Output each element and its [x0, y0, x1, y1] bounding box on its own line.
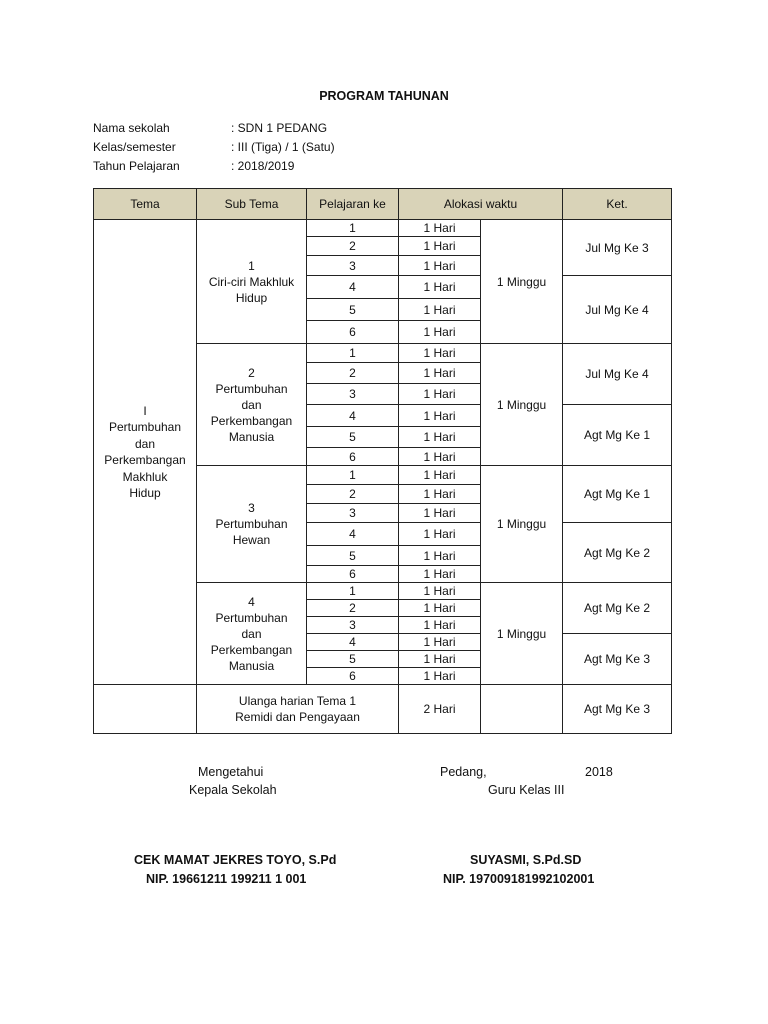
- document-title: PROGRAM TAHUNAN: [319, 89, 449, 103]
- ket-cell: Jul Mg Ke 4: [563, 344, 672, 405]
- final-week-empty: [481, 685, 563, 734]
- tema-continuation-cell: [94, 685, 197, 734]
- lesson-number: 3: [307, 384, 399, 405]
- info-year: [93, 159, 393, 175]
- day-allocation: 1 Hari: [399, 634, 481, 651]
- lesson-number: 5: [307, 299, 399, 321]
- ket-cell: Agt Mg Ke 2: [563, 523, 672, 583]
- day-allocation: 1 Hari: [399, 566, 481, 583]
- lesson-number: 3: [307, 256, 399, 276]
- sub-tema-line: 4: [248, 594, 255, 609]
- info-value: : 2018/2019: [231, 159, 295, 173]
- tema-line: Perkembangan: [104, 453, 186, 467]
- day-allocation: 1 Hari: [399, 583, 481, 600]
- sign-left-line2: Kepala Sekolah: [189, 783, 277, 797]
- sub-tema-line: Ciri-ciri Makhluk: [208, 274, 295, 289]
- lesson-number: 3: [307, 504, 399, 523]
- day-allocation: 1 Hari: [399, 466, 481, 485]
- sub-tema-line: 3: [248, 501, 255, 515]
- info-value: : III (Tiga) / 1 (Satu): [231, 140, 335, 154]
- info-label: Tahun Pelajaran: [93, 159, 180, 173]
- day-allocation: 1 Hari: [399, 485, 481, 504]
- sub-tema-line: 1: [248, 258, 255, 273]
- sub-tema-line: Hidup: [235, 290, 268, 305]
- ket-cell: Jul Mg Ke 3: [563, 220, 672, 276]
- sign-left-nip: NIP. 19661211 199211 1 001: [146, 872, 307, 886]
- week-allocation: 1 Minggu: [481, 583, 563, 685]
- header-tema: Tema: [94, 189, 197, 220]
- sign-right-place: Pedang,: [440, 765, 487, 779]
- lesson-number: 1: [307, 466, 399, 485]
- ket-cell: Jul Mg Ke 4: [563, 276, 672, 344]
- ket-cell: Agt Mg Ke 1: [563, 405, 672, 466]
- sign-left-name: CEK MAMAT JEKRES TOYO, S.Pd: [134, 853, 337, 867]
- table-row: [94, 220, 672, 237]
- table-header-row: [94, 189, 672, 220]
- lesson-number: 2: [307, 600, 399, 617]
- sub-tema-line: Pertumbuhan: [215, 610, 288, 625]
- day-allocation: 1 Hari: [399, 504, 481, 523]
- info-label: Nama sekolah: [93, 121, 170, 135]
- sign-right-year: 2018: [585, 765, 613, 779]
- sub-tema-line: Pertumbuhan: [215, 517, 288, 531]
- day-allocation: 1 Hari: [399, 299, 481, 321]
- tema-line: Pertumbuhan: [108, 420, 182, 434]
- day-allocation: 1 Hari: [399, 256, 481, 276]
- lesson-number: 2: [307, 363, 399, 384]
- sign-left-line1: Mengetahui: [198, 765, 264, 779]
- ket-cell: Agt Mg Ke 3: [563, 634, 672, 685]
- header-ket: Ket.: [563, 189, 672, 220]
- day-allocation: 1 Hari: [399, 363, 481, 384]
- day-allocation: 1 Hari: [399, 237, 481, 256]
- final-ket: Agt Mg Ke 3: [563, 685, 672, 734]
- lesson-number: 6: [307, 448, 399, 466]
- sub-tema-line: Manusia: [228, 658, 275, 673]
- final-activity-line: Ulanga harian Tema 1: [238, 694, 357, 708]
- lesson-number: 4: [307, 634, 399, 651]
- day-allocation: 1 Hari: [399, 321, 481, 344]
- sign-right-line2: Guru Kelas III: [488, 783, 565, 797]
- lesson-number: 2: [307, 237, 399, 256]
- sub-tema-line: dan: [241, 397, 262, 412]
- lesson-number: 6: [307, 668, 399, 685]
- final-activity-line: Remidi dan Pengayaan: [235, 710, 360, 724]
- lesson-number: 5: [307, 546, 399, 566]
- lesson-number: 3: [307, 617, 399, 634]
- info-value: : SDN 1 PEDANG: [231, 121, 328, 135]
- sub-tema-line: Perkembangan: [210, 642, 293, 657]
- week-allocation: 1 Minggu: [481, 344, 563, 466]
- lesson-number: 6: [307, 566, 399, 583]
- sign-right-name: SUYASMI, S.Pd.SD: [470, 853, 582, 867]
- tema-line: I: [143, 403, 147, 418]
- day-allocation: 1 Hari: [399, 405, 481, 427]
- day-allocation: 1 Hari: [399, 600, 481, 617]
- week-allocation: 1 Minggu: [481, 466, 563, 583]
- lesson-number: 5: [307, 651, 399, 668]
- sign-right-nip: NIP. 197009181992102001: [443, 872, 595, 886]
- ket-cell: Agt Mg Ke 1: [563, 466, 672, 523]
- lesson-number: 4: [307, 405, 399, 427]
- day-allocation: 1 Hari: [399, 617, 481, 634]
- sub-tema-line: Perkembangan: [210, 413, 293, 428]
- info-class: [93, 140, 393, 156]
- sub-tema-cell: [197, 220, 307, 344]
- day-allocation: 1 Hari: [399, 448, 481, 466]
- sub-tema-line: Hewan: [232, 533, 271, 547]
- sub-tema-line: dan: [241, 626, 262, 641]
- ket-cell: Agt Mg Ke 2: [563, 583, 672, 634]
- program-table: [93, 188, 672, 734]
- day-allocation: 1 Hari: [399, 220, 481, 237]
- info-school: [93, 121, 393, 137]
- lesson-number: 5: [307, 427, 399, 448]
- week-allocation: 1 Minggu: [481, 220, 563, 344]
- header-sub-tema: Sub Tema: [197, 189, 307, 220]
- sub-tema-cell: [197, 466, 307, 583]
- sub-tema-line: Pertumbuhan: [215, 381, 288, 396]
- lesson-number: 1: [307, 583, 399, 600]
- table-row: [94, 685, 672, 734]
- info-label: Kelas/semester: [93, 140, 176, 154]
- day-allocation: 1 Hari: [399, 384, 481, 405]
- header-alokasi-waktu: Alokasi waktu: [399, 189, 563, 220]
- sub-tema-line: Manusia: [228, 429, 275, 444]
- tema-line: Hidup: [129, 486, 161, 500]
- lesson-number: 6: [307, 321, 399, 344]
- day-allocation: 1 Hari: [399, 427, 481, 448]
- day-allocation: 1 Hari: [399, 523, 481, 546]
- lesson-number: 1: [307, 220, 399, 237]
- tema-line: Makhluk: [122, 469, 168, 484]
- lesson-number: 4: [307, 276, 399, 299]
- day-allocation: 1 Hari: [399, 546, 481, 566]
- tema-cell: [94, 220, 197, 685]
- sub-tema-cell: [197, 583, 307, 685]
- header-pelajaran-ke: Pelajaran ke: [307, 189, 399, 220]
- day-allocation: 1 Hari: [399, 668, 481, 685]
- day-allocation: 1 Hari: [399, 344, 481, 363]
- final-activity-cell: [197, 685, 399, 734]
- lesson-number: 2: [307, 485, 399, 504]
- sub-tema-line: 2: [248, 365, 255, 380]
- lesson-number: 4: [307, 523, 399, 546]
- final-allocation: 2 Hari: [399, 685, 481, 734]
- day-allocation: 1 Hari: [399, 276, 481, 299]
- day-allocation: 1 Hari: [399, 651, 481, 668]
- lesson-number: 1: [307, 344, 399, 363]
- tema-line: dan: [134, 436, 156, 451]
- sub-tema-cell: [197, 344, 307, 466]
